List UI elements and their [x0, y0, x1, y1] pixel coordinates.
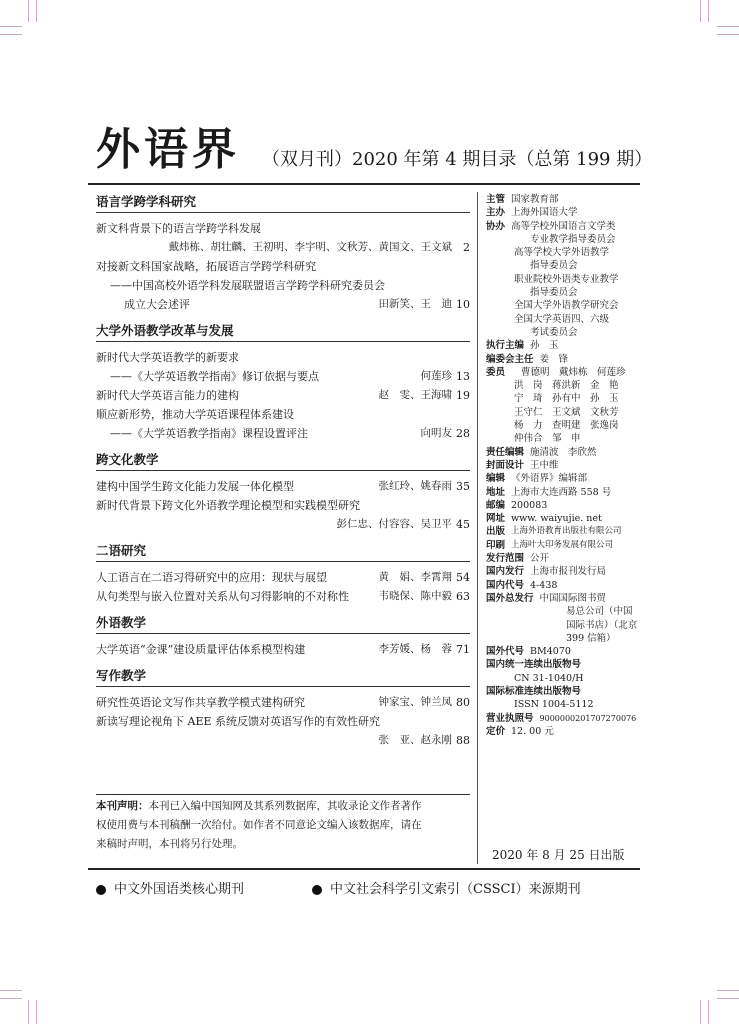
article-authors: 戴炜栋、胡壮麟、王初明、李宇明、文秋芳、黄国文、王文斌 — [168, 241, 452, 253]
info-value: 专业教学指导委员会 — [530, 233, 616, 245]
info-value: 9000000201707270076 — [539, 713, 637, 723]
info-label: 发行范围 — [486, 553, 525, 565]
toc-section-intercultural — [96, 450, 470, 534]
notice-label: 本刊声明： — [96, 800, 149, 812]
toc-entry[interactable] — [96, 386, 470, 405]
info-value: 中国国际图书贸 — [539, 592, 607, 604]
info-label: 国内代号 — [486, 579, 525, 591]
info-label: 邮编 — [486, 499, 506, 511]
info-label: 责任编辑 — [486, 446, 525, 458]
info-value: 杨 力 查明建 张逸岗 — [514, 420, 619, 432]
info-value: 全国大学外语教学研究会 — [514, 300, 619, 312]
toc-entry[interactable] — [96, 496, 470, 515]
info-value: 指导委员会 — [530, 287, 578, 299]
info-label: 国内发行 — [486, 566, 525, 578]
article-title: 新文科背景下的语言学跨学科发展 — [96, 222, 261, 235]
section-heading: 外语教学 — [96, 613, 470, 634]
article-subtitle: ——《大学英语教学指南》课程设置评注 — [110, 427, 308, 440]
toc-entry[interactable] — [96, 405, 470, 424]
toc-entry-subtitle — [96, 424, 470, 443]
issue-title: （双月刊）2020 年第 4 期目录（总第 199 期） — [262, 149, 653, 170]
article-authors: 钟家宝、钟兰凤 — [378, 696, 452, 708]
article-authors: 张红玲、姚春雨 — [378, 480, 452, 492]
info-label: 出版 — [486, 526, 506, 538]
info-value: 指导委员会 — [530, 260, 578, 272]
info-label: 主办 — [486, 207, 506, 219]
toc-section-linguistics — [96, 192, 470, 314]
toc-entry-authors-line — [96, 515, 470, 534]
footer-label: 中文外国语类核心期刊 — [114, 882, 245, 897]
article-title: 顺应新形势，推动大学英语课程体系建设 — [96, 408, 294, 421]
notice-text: 本刊已入编中国知网及其系列数据库，其收录论文作者著作 — [148, 800, 422, 812]
article-title: 从句类型与嵌入位置对关系从句习得影响的不对称性 — [96, 590, 349, 603]
article-title: 新读写理论视角下 AEE 系统反馈对英语写作的有效性研究 — [96, 715, 380, 728]
article-authors: 张 亚、赵永刚 — [378, 734, 452, 746]
toc-entry[interactable] — [96, 693, 470, 712]
article-title: 对接新文科国家战略，拓展语言学跨学科研究 — [96, 260, 316, 273]
notice-text: 来稿时声明，本刊将另行处理。 — [96, 838, 243, 850]
article-authors: 黄 娟、李霄翔 — [378, 571, 452, 583]
article-authors: 田新笑、王 迪 — [378, 298, 452, 310]
toc-entry[interactable] — [96, 568, 470, 587]
page-number: 88 — [456, 734, 470, 747]
toc-entry[interactable] — [96, 348, 470, 367]
website-link[interactable]: www. waiyujie. net — [511, 513, 602, 525]
bullet-icon — [312, 885, 322, 895]
toc-entry[interactable] — [96, 257, 470, 276]
toc-entry[interactable] — [96, 477, 470, 496]
info-value: 上海外语教育出版社有限公司 — [511, 526, 622, 537]
toc-entry[interactable] — [96, 219, 470, 238]
info-label: 网址 — [486, 513, 506, 525]
info-value: 孙 玉 — [530, 340, 559, 352]
info-value: 200083 — [511, 499, 548, 511]
info-value: 上海市大连西路 558 号 — [511, 486, 612, 498]
bullet-icon — [96, 885, 106, 895]
info-label: 执行主编 — [486, 340, 525, 352]
info-value: 姜 锋 — [539, 353, 569, 365]
article-authors: 韦晓保、陈中毅 — [378, 590, 452, 602]
article-authors: 赵 雯、王海啸 — [378, 389, 452, 401]
info-value: 399 信箱） — [566, 632, 616, 644]
footer-label: 中文社会科学引文索引（CSSCI）来源期刊 — [330, 882, 581, 897]
info-value: CN 31-1040/H — [514, 672, 584, 684]
info-value: 上海市报刊发行局 — [530, 566, 607, 578]
page-number: 63 — [456, 590, 470, 603]
section-heading: 语言学跨学科研究 — [96, 192, 470, 213]
footer-item-core-journal — [96, 882, 244, 897]
publication-info — [486, 193, 646, 738]
toc-entry[interactable] — [96, 640, 470, 659]
article-subtitle: ——中国高校外语学科发展联盟语言学跨学科研究委员会 — [110, 279, 385, 292]
info-label: 国内统一连续出版物号 — [486, 659, 582, 671]
article-authors: 向明友 — [420, 427, 452, 439]
info-value: 曹德明 戴炜栋 何莲珍 — [521, 366, 626, 378]
info-label: 主管 — [486, 194, 506, 205]
info-value: 王守仁 王文斌 文秋芳 — [514, 406, 619, 418]
info-value: 12. 00 元 — [511, 725, 554, 737]
info-value: 职业院校外语类专业教学 — [514, 273, 619, 285]
copyright-notice — [96, 794, 470, 854]
page-number: 10 — [456, 298, 470, 311]
article-authors: 彭仁忠、付容容、吴卫平 — [336, 518, 452, 530]
article-subtitle: ——《大学英语教学指南》修订依据与要点 — [110, 370, 319, 383]
info-label: 地址 — [486, 486, 506, 498]
journal-logo: 外语界 — [96, 124, 240, 175]
toc-entry[interactable] — [96, 712, 470, 731]
column-divider — [477, 192, 478, 864]
info-value: 国际书店）（北京 — [566, 619, 638, 631]
page-number: 2 — [463, 241, 470, 254]
toc-entry-authors-line — [96, 731, 470, 750]
info-value: 全国大学英语四、六级 — [514, 313, 610, 325]
article-title: 新时代大学英语言能力的建构 — [96, 389, 239, 402]
article-title: 大学英语“金课”建设质量评估体系模型构建 — [96, 643, 306, 656]
section-heading: 二语研究 — [96, 541, 470, 562]
toc-entry[interactable] — [96, 587, 470, 606]
page-number: 35 — [456, 480, 470, 493]
info-value: 高等学校外国语言文学类 — [511, 220, 616, 232]
info-value: 洪 岗 蒋洪新 金 艳 — [514, 380, 619, 392]
info-label: 营业执照号 — [486, 712, 534, 724]
info-label: 委员 — [486, 366, 506, 378]
info-value: 高等学校大学外语教学 — [514, 247, 610, 259]
section-heading: 大学外语教学改革与发展 — [96, 321, 470, 342]
page-number: 45 — [456, 518, 470, 531]
page-number: 80 — [456, 696, 470, 709]
info-value: 考试委员会 — [530, 326, 578, 338]
toc-section-sla — [96, 541, 470, 606]
info-value: 4-438 — [530, 579, 558, 591]
publication-date: 2020 年 8 月 25 日出版 — [492, 848, 625, 862]
info-value: 上海外国语大学 — [511, 207, 578, 219]
masthead — [96, 122, 656, 178]
info-value: 王中维 — [530, 459, 559, 471]
info-label: 编委会主任 — [486, 353, 534, 365]
info-value: 国家教育部 — [511, 194, 559, 205]
article-authors: 李芳媛、杨 蓉 — [378, 643, 452, 655]
info-label: 国外总发行 — [486, 592, 534, 604]
section-heading: 写作教学 — [96, 666, 470, 687]
page-number: 19 — [456, 389, 470, 402]
toc-entry-subtitle — [96, 295, 470, 314]
footer-item-cssci — [312, 878, 581, 897]
info-label: 国际标准连续出版物号 — [486, 685, 582, 697]
page-number: 28 — [456, 427, 470, 440]
toc-entry-subtitle — [96, 276, 470, 295]
section-heading: 跨文化教学 — [96, 450, 470, 471]
info-label: 封面设计 — [486, 459, 525, 471]
article-title: 人工语言在二语习得研究中的应用：现状与展望 — [96, 571, 327, 584]
article-title: 建构中国学生跨文化能力发展一体化模型 — [96, 480, 294, 493]
bottom-rule — [88, 868, 640, 870]
indexing-footer — [96, 878, 656, 897]
page-number: 13 — [456, 370, 470, 383]
info-value: 仲伟合 邹 申 — [514, 433, 581, 445]
toc-section-college-english — [96, 321, 470, 443]
toc-entry-subtitle — [96, 367, 470, 386]
article-title: 新时代背景下跨文化外语教学理论模型和实践模型研究 — [96, 499, 360, 512]
notice-text: 权使用费与本刊稿酬一次给付。如作者不同意论文编入该数据库，请在 — [96, 819, 422, 831]
article-title: 研究性英语论文写作共享教学模式建构研究 — [96, 696, 305, 709]
article-title: 新时代大学英语教学的新要求 — [96, 351, 239, 364]
info-label: 协办 — [486, 220, 506, 232]
article-subtitle: 成立大会述评 — [124, 298, 190, 311]
info-value: BM4070 — [530, 646, 571, 658]
info-value: 公开 — [530, 553, 550, 565]
info-label: 定价 — [486, 725, 506, 737]
article-authors: 何莲珍 — [420, 370, 452, 382]
info-value: 施清波 李欣然 — [530, 446, 597, 458]
table-of-contents — [96, 192, 470, 750]
page-number: 71 — [456, 643, 470, 656]
page-number: 54 — [456, 571, 470, 584]
info-label: 编辑 — [486, 473, 506, 485]
info-label: 国外代号 — [486, 646, 525, 658]
toc-entry-authors-line — [96, 238, 470, 257]
toc-section-writing — [96, 666, 470, 750]
info-value: ISSN 1004-5112 — [514, 699, 594, 711]
info-value: 易总公司（中国 — [566, 606, 633, 618]
top-rule — [88, 183, 640, 185]
info-value: 上海叶大印务发展有限公司 — [511, 539, 614, 550]
info-label: 印刷 — [486, 539, 506, 551]
toc-section-fl-teaching — [96, 613, 470, 659]
info-value: 《外语界》编辑部 — [511, 473, 588, 485]
info-value: 宁 琦 孙有中 孙 玉 — [514, 393, 619, 405]
